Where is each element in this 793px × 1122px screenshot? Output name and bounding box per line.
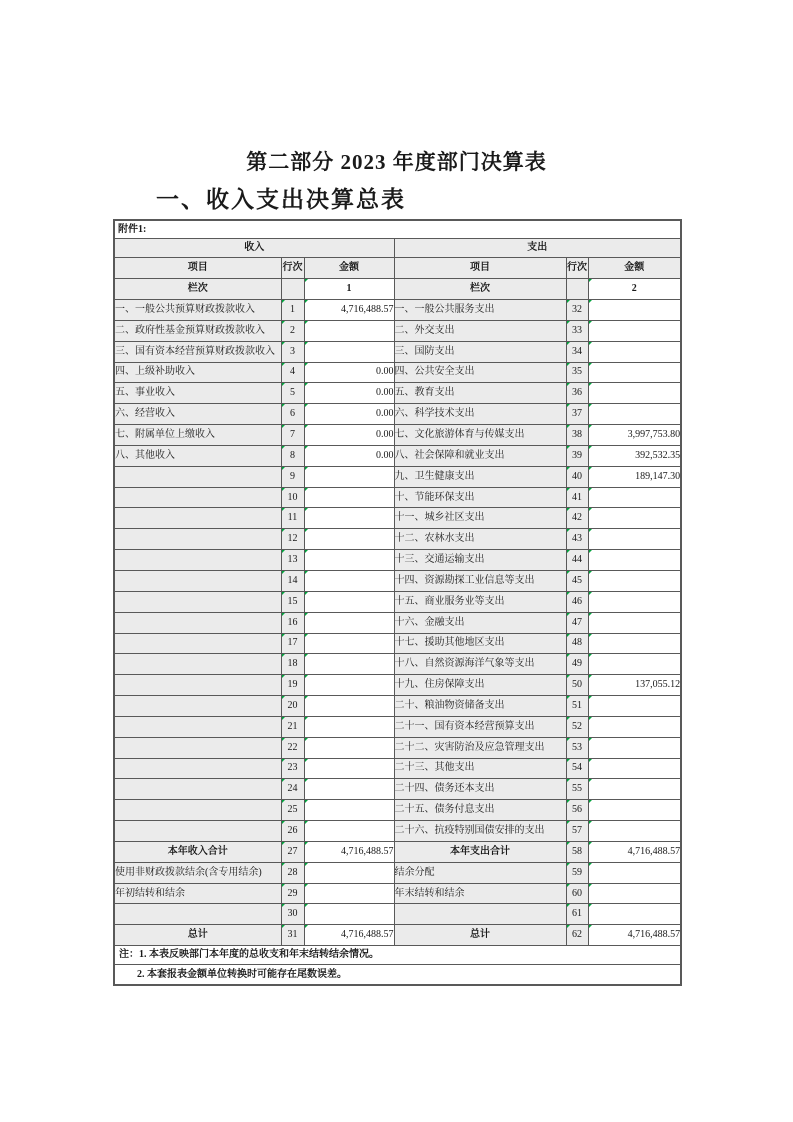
expense-amount-cell (588, 487, 681, 508)
income-amount-cell (304, 591, 394, 612)
income-item-cell: 一、一般公共预算财政拨款收入 (114, 300, 281, 321)
income-amount-cell (304, 466, 394, 487)
income-line-cell: 8 (281, 445, 304, 466)
expense-section-header: 支出 (394, 239, 681, 258)
expense-amount-cell (588, 883, 681, 904)
table-row (114, 529, 681, 550)
income-amount-cell (304, 633, 394, 654)
income-section-header: 收入 (114, 239, 394, 258)
expense-amount-cell (588, 716, 681, 737)
expense-amount-cell (588, 508, 681, 529)
income-item-cell (114, 696, 281, 717)
expense-line-cell: 40 (566, 466, 588, 487)
expense-line-cell: 62 (566, 925, 588, 946)
income-amount-cell (304, 341, 394, 362)
income-item-cell: 四、上级补助收入 (114, 362, 281, 383)
income-amount-cell (304, 487, 394, 508)
income-line-cell: 11 (281, 508, 304, 529)
table-row (114, 821, 681, 842)
attachment-row (114, 220, 681, 239)
income-amount-cell: 0.00 (304, 445, 394, 466)
income-item-cell: 七、附属单位上缴收入 (114, 425, 281, 446)
expense-line-cell: 37 (566, 404, 588, 425)
expense-amount-cell (588, 529, 681, 550)
table-row (114, 550, 681, 571)
note-text-2: 2. 本套报表金额单位转换时可能存在尾数误差。 (114, 965, 681, 986)
expense-amount-cell (588, 320, 681, 341)
expense-item-cell: 二十六、抗疫特别国债安排的支出 (394, 821, 566, 842)
income-amount-cell (304, 758, 394, 779)
income-amount-cell (304, 821, 394, 842)
expense-amount-cell: 3,997,753.80 (588, 425, 681, 446)
expense-column-index-spacer (566, 279, 588, 300)
expense-item-cell (394, 904, 566, 925)
income-amount-cell (304, 675, 394, 696)
income-column-index-label: 栏次 (114, 279, 281, 300)
expense-line-cell: 51 (566, 696, 588, 717)
expense-amount-cell (588, 696, 681, 717)
expense-item-cell: 二十二、灾害防治及应急管理支出 (394, 737, 566, 758)
income-line-cell: 29 (281, 883, 304, 904)
income-item-cell (114, 529, 281, 550)
income-amount-cell (304, 716, 394, 737)
table-row (114, 716, 681, 737)
income-line-cell: 9 (281, 466, 304, 487)
expense-item-cell: 十三、交通运输支出 (394, 550, 566, 571)
expense-amount-cell (588, 383, 681, 404)
income-amount-cell: 0.00 (304, 404, 394, 425)
expense-line-cell: 45 (566, 570, 588, 591)
expense-item-cell: 二十五、债务付息支出 (394, 800, 566, 821)
income-item-cell (114, 550, 281, 571)
expense-item-cell: 五、教育支出 (394, 383, 566, 404)
expense-amount-cell: 4,716,488.57 (588, 925, 681, 946)
income-item-cell (114, 821, 281, 842)
expense-item-cell: 十六、金融支出 (394, 612, 566, 633)
expense-line-cell: 60 (566, 883, 588, 904)
income-item-cell (114, 737, 281, 758)
column-header-row (114, 258, 681, 279)
income-amount-cell (304, 883, 394, 904)
income-line-cell: 6 (281, 404, 304, 425)
expense-item-cell: 六、科学技术支出 (394, 404, 566, 425)
income-line-cell: 3 (281, 341, 304, 362)
income-amount-column-header: 金额 (304, 258, 394, 279)
expense-line-cell: 57 (566, 821, 588, 842)
income-line-cell: 10 (281, 487, 304, 508)
expense-amount-cell (588, 341, 681, 362)
income-item-column-header: 项目 (114, 258, 281, 279)
table-row (114, 779, 681, 800)
expense-line-cell: 54 (566, 758, 588, 779)
expense-line-cell: 42 (566, 508, 588, 529)
income-item-cell (114, 758, 281, 779)
income-line-cell: 12 (281, 529, 304, 550)
income-line-cell: 13 (281, 550, 304, 571)
expense-line-cell: 56 (566, 800, 588, 821)
expense-amount-cell (588, 862, 681, 883)
expense-amount-cell (588, 612, 681, 633)
income-amount-cell: 0.00 (304, 383, 394, 404)
page-title: 第二部分 2023 年度部门决算表 (246, 150, 547, 174)
expense-amount-cell (588, 300, 681, 321)
income-line-cell: 26 (281, 821, 304, 842)
expense-amount-cell: 392,532.35 (588, 445, 681, 466)
table-row (114, 591, 681, 612)
income-line-cell: 4 (281, 362, 304, 383)
expense-item-cell: 本年支出合计 (394, 841, 566, 862)
income-item-cell: 二、政府性基金预算财政拨款收入 (114, 320, 281, 341)
expense-column-index-number: 2 (588, 279, 681, 300)
income-line-cell: 2 (281, 320, 304, 341)
income-item-cell: 总计 (114, 925, 281, 946)
table-row (114, 300, 681, 321)
income-line-cell: 24 (281, 779, 304, 800)
expense-item-cell: 四、公共安全支出 (394, 362, 566, 383)
table-row (114, 425, 681, 446)
income-amount-cell (304, 550, 394, 571)
table-row (114, 362, 681, 383)
expense-line-cell: 36 (566, 383, 588, 404)
income-line-cell: 22 (281, 737, 304, 758)
expense-line-cell: 58 (566, 841, 588, 862)
income-item-cell (114, 466, 281, 487)
table-row (114, 758, 681, 779)
income-amount-cell: 4,716,488.57 (304, 925, 394, 946)
expense-amount-cell (588, 821, 681, 842)
table-row (114, 800, 681, 821)
income-amount-cell (304, 696, 394, 717)
expense-line-cell: 61 (566, 904, 588, 925)
note-text-1: 注：1. 本表反映部门本年度的总收支和年末结转结余情况。 (114, 946, 681, 965)
income-amount-cell (304, 320, 394, 341)
income-line-cell: 14 (281, 570, 304, 591)
income-amount-cell (304, 654, 394, 675)
income-item-cell (114, 716, 281, 737)
income-column-index-spacer (281, 279, 304, 300)
expense-amount-cell (588, 550, 681, 571)
income-amount-cell (304, 779, 394, 800)
table-row (114, 862, 681, 883)
expense-item-cell: 总计 (394, 925, 566, 946)
expense-amount-cell (588, 904, 681, 925)
expense-line-cell: 43 (566, 529, 588, 550)
attachment-label: 附件1: (114, 220, 681, 239)
income-line-cell: 27 (281, 841, 304, 862)
expense-line-cell: 47 (566, 612, 588, 633)
income-item-cell: 八、其他收入 (114, 445, 281, 466)
expense-item-cell: 二十三、其他支出 (394, 758, 566, 779)
income-column-index-number: 1 (304, 279, 394, 300)
expense-amount-cell: 137,055.12 (588, 675, 681, 696)
table-row (114, 487, 681, 508)
table-row (114, 696, 681, 717)
section-heading: 一、收入支出决算总表 (156, 187, 406, 212)
income-item-cell (114, 633, 281, 654)
budget-summary-table (113, 219, 682, 986)
note-row-1 (114, 946, 681, 965)
income-line-cell: 5 (281, 383, 304, 404)
income-amount-cell (304, 508, 394, 529)
income-line-cell: 18 (281, 654, 304, 675)
income-line-cell: 1 (281, 300, 304, 321)
table-row (114, 404, 681, 425)
expense-amount-cell (588, 633, 681, 654)
expense-item-cell: 结余分配 (394, 862, 566, 883)
expense-line-cell: 41 (566, 487, 588, 508)
expense-line-cell: 55 (566, 779, 588, 800)
income-item-cell: 三、国有资本经营预算财政拨款收入 (114, 341, 281, 362)
income-line-cell: 7 (281, 425, 304, 446)
expense-amount-cell (588, 362, 681, 383)
expense-amount-cell (588, 800, 681, 821)
expense-item-cell: 七、文化旅游体育与传媒支出 (394, 425, 566, 446)
expense-item-cell: 二十四、债务还本支出 (394, 779, 566, 800)
expense-item-cell: 二、外交支出 (394, 320, 566, 341)
expense-line-cell: 35 (566, 362, 588, 383)
expense-line-cell: 34 (566, 341, 588, 362)
income-item-cell (114, 591, 281, 612)
expense-item-cell: 八、社会保障和就业支出 (394, 445, 566, 466)
expense-item-cell: 三、国防支出 (394, 341, 566, 362)
table-row (114, 904, 681, 925)
expense-item-cell: 十一、城乡社区支出 (394, 508, 566, 529)
income-amount-cell: 0.00 (304, 362, 394, 383)
income-line-column-header: 行次 (281, 258, 304, 279)
table-row (114, 654, 681, 675)
expense-line-cell: 49 (566, 654, 588, 675)
expense-item-cell: 一、一般公共服务支出 (394, 300, 566, 321)
table-row (114, 675, 681, 696)
table-row (114, 737, 681, 758)
expense-amount-cell (588, 570, 681, 591)
expense-amount-cell: 4,716,488.57 (588, 841, 681, 862)
income-item-cell: 使用非财政拨款结余(含专用结余) (114, 862, 281, 883)
expense-line-cell: 46 (566, 591, 588, 612)
expense-item-cell: 十九、住房保障支出 (394, 675, 566, 696)
expense-line-cell: 48 (566, 633, 588, 654)
income-amount-cell (304, 800, 394, 821)
expense-item-cell: 二十、粮油物资储备支出 (394, 696, 566, 717)
table-row (114, 466, 681, 487)
income-item-cell (114, 612, 281, 633)
expense-amount-cell: 189,147.30 (588, 466, 681, 487)
expense-amount-cell (588, 591, 681, 612)
table-row (114, 883, 681, 904)
table-row (114, 612, 681, 633)
expense-item-cell: 十八、自然资源海洋气象等支出 (394, 654, 566, 675)
income-line-cell: 16 (281, 612, 304, 633)
income-line-cell: 17 (281, 633, 304, 654)
table-row (114, 320, 681, 341)
section-header-row (114, 239, 681, 258)
expense-amount-cell (588, 737, 681, 758)
expense-amount-cell (588, 404, 681, 425)
income-amount-cell: 4,716,488.57 (304, 841, 394, 862)
income-line-cell: 23 (281, 758, 304, 779)
table-row (114, 841, 681, 862)
income-line-cell: 21 (281, 716, 304, 737)
expense-item-cell: 二十一、国有资本经营预算支出 (394, 716, 566, 737)
column-index-row (114, 279, 681, 300)
income-item-cell (114, 800, 281, 821)
expense-item-cell: 十四、资源勘探工业信息等支出 (394, 570, 566, 591)
income-amount-cell (304, 862, 394, 883)
expense-line-cell: 53 (566, 737, 588, 758)
income-amount-cell (304, 612, 394, 633)
expense-line-column-header: 行次 (566, 258, 588, 279)
income-amount-cell (304, 529, 394, 550)
expense-item-cell: 十、节能环保支出 (394, 487, 566, 508)
income-item-cell (114, 570, 281, 591)
income-line-cell: 25 (281, 800, 304, 821)
table-row (114, 633, 681, 654)
income-item-cell: 五、事业收入 (114, 383, 281, 404)
expense-line-cell: 50 (566, 675, 588, 696)
income-amount-cell: 4,716,488.57 (304, 300, 394, 321)
table-row (114, 508, 681, 529)
table-row (114, 570, 681, 591)
expense-item-cell: 十七、援助其他地区支出 (394, 633, 566, 654)
income-item-cell (114, 779, 281, 800)
expense-amount-column-header: 金额 (588, 258, 681, 279)
income-amount-cell (304, 570, 394, 591)
note-row-2 (114, 965, 681, 986)
expense-line-cell: 38 (566, 425, 588, 446)
expense-column-index-label: 栏次 (394, 279, 566, 300)
income-line-cell: 31 (281, 925, 304, 946)
expense-item-cell: 十五、商业服务业等支出 (394, 591, 566, 612)
expense-amount-cell (588, 779, 681, 800)
income-amount-cell (304, 904, 394, 925)
income-amount-cell (304, 737, 394, 758)
table-row (114, 445, 681, 466)
income-line-cell: 20 (281, 696, 304, 717)
table-body (114, 300, 681, 946)
expense-item-cell: 十二、农林水支出 (394, 529, 566, 550)
income-item-cell: 年初结转和结余 (114, 883, 281, 904)
income-line-cell: 30 (281, 904, 304, 925)
expense-line-cell: 52 (566, 716, 588, 737)
expense-item-cell: 九、卫生健康支出 (394, 466, 566, 487)
table-row (114, 341, 681, 362)
expense-line-cell: 44 (566, 550, 588, 571)
expense-amount-cell (588, 758, 681, 779)
expense-line-cell: 33 (566, 320, 588, 341)
expense-line-cell: 39 (566, 445, 588, 466)
income-item-cell (114, 508, 281, 529)
income-item-cell (114, 654, 281, 675)
income-item-cell (114, 904, 281, 925)
income-line-cell: 15 (281, 591, 304, 612)
income-line-cell: 28 (281, 862, 304, 883)
income-line-cell: 19 (281, 675, 304, 696)
income-item-cell: 本年收入合计 (114, 841, 281, 862)
table-row (114, 383, 681, 404)
income-item-cell (114, 675, 281, 696)
expense-amount-cell (588, 654, 681, 675)
table-row (114, 925, 681, 946)
expense-line-cell: 32 (566, 300, 588, 321)
expense-item-column-header: 项目 (394, 258, 566, 279)
income-item-cell (114, 487, 281, 508)
income-item-cell: 六、经营收入 (114, 404, 281, 425)
income-amount-cell: 0.00 (304, 425, 394, 446)
expense-item-cell: 年末结转和结余 (394, 883, 566, 904)
expense-line-cell: 59 (566, 862, 588, 883)
